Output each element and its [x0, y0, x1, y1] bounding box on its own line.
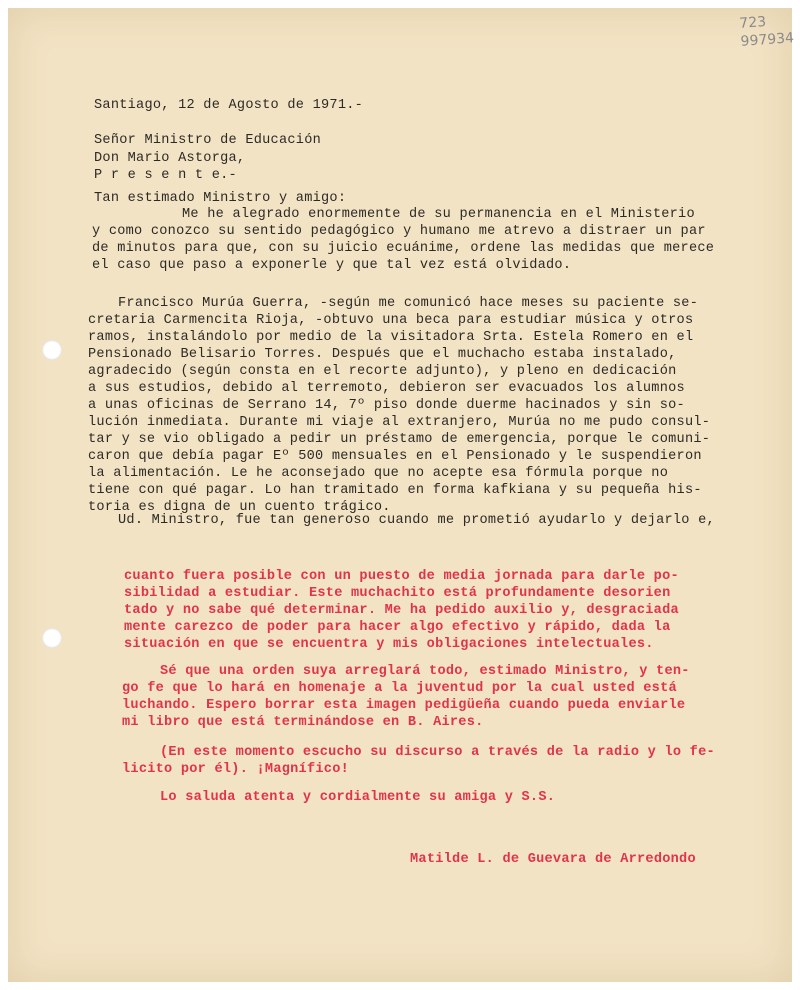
paragraph2-line: agradecido (según consta en el recorte adjunto), y pleno en dedicación [88, 364, 677, 379]
paragraph2-line: a unas oficinas de Serrano 14, 7º piso donde duerme hacinados y sin so- [88, 398, 685, 413]
closing: Lo saluda atenta y cordialmente su amiga y S.S. [160, 790, 556, 805]
punch-hole [42, 340, 62, 360]
paragraph3: Ud. Ministro, fue tan generoso cuando me prometió ayudarlo y dejarlo e, [118, 513, 715, 528]
red-paragraph1-line: situación en que se encuentra y mis obligaciones intelectuales. [124, 637, 654, 652]
punch-hole [42, 628, 62, 648]
red-paragraph1-line: tado y no sabe qué determinar. Me ha pedido auxilio y, desgraciada [124, 603, 679, 618]
red-paragraph2-line: Sé que una orden suya arreglará todo, estimado Ministro, y ten- [160, 664, 690, 679]
paragraph1-line: y como conozco su sentido pedagógico y humano me atrevo a distraer un par [92, 224, 706, 239]
red-paragraph3-line: (En este momento escucho su discurso a través de la radio y lo fe- [160, 745, 715, 760]
salutation: Tan estimado Ministro y amigo: [94, 191, 347, 206]
paragraph2-line: cretaria Carmencita Rioja, -obtuvo una beca para estudiar música y otros [88, 313, 694, 328]
red-paragraph1-line: sibilidad a estudiar. Este muchachito está profundamente desorien [124, 586, 671, 601]
red-paragraph1-line: mente carezco de poder para hacer algo efectivo y rápido, dada la [124, 620, 671, 635]
paragraph2-line: tiene con qué pagar. Lo han tramitado en forma kafkiana y su pequeña his- [88, 483, 702, 498]
red-paragraph2-line: go fe que lo hará en homenaje a la juventud por la cual usted está [122, 681, 677, 696]
paragraph2-line: lución inmediata. Durante mi viaje al extranjero, Murúa no me pudo consul- [88, 415, 711, 430]
paragraph2-line: ramos, instalándolo por medio de la visitadora Srta. Estela Romero en el [88, 330, 694, 345]
paragraph1-line: Me he alegrado enormemente de su permanencia en el Ministerio [182, 207, 695, 222]
recipient-line: P r e s e n t e.- [94, 168, 237, 183]
paragraph2-line: caron que debía pagar Eº 500 mensuales en el Pensionado y le suspendieron [88, 449, 702, 464]
archive-number: 723 997934 [738, 14, 795, 50]
paragraph2-line: Francisco Murúa Guerra, -según me comunicó hace meses su paciente se- [118, 296, 699, 311]
paragraph2-line: a sus estudios, debido al terremoto, debieron ser evacuados los alumnos [88, 381, 685, 396]
paragraph2-line: tar y se vio obligado a pedir un préstamo de emergencia, porque le comuni- [88, 432, 711, 447]
red-paragraph2-line: mi libro que está terminándose en B. Aires. [122, 715, 484, 730]
recipient-line: Señor Ministro de Educación [94, 133, 322, 148]
red-paragraph3-line: licito por él). ¡Magnífico! [122, 762, 350, 777]
paragraph1-line: el caso que paso a exponerle y que tal vez está olvidado. [92, 258, 572, 273]
signature: Matilde L. de Guevara de Arredondo [410, 852, 696, 867]
recipient-line: Don Mario Astorga, [94, 151, 246, 166]
letter-date: Santiago, 12 de Agosto de 1971.- [94, 98, 364, 113]
red-paragraph1-line: cuanto fuera posible con un puesto de media jornada para darle po- [124, 569, 679, 584]
paragraph2-line: toria es digna de un cuento trágico. [88, 500, 391, 515]
paragraph2-line: Pensionado Belisario Torres. Después que el muchacho estaba instalado, [88, 347, 677, 362]
paragraph2-line: la alimentación. Le he aconsejado que no acepte esa fórmula porque no [88, 466, 669, 481]
red-paragraph2-line: luchando. Espero borrar esta imagen pedigüeña cuando pueda enviarle [122, 698, 686, 713]
paragraph1-line: de minutos para que, con su juicio ecuánime, ordene las medidas que merece [92, 241, 715, 256]
